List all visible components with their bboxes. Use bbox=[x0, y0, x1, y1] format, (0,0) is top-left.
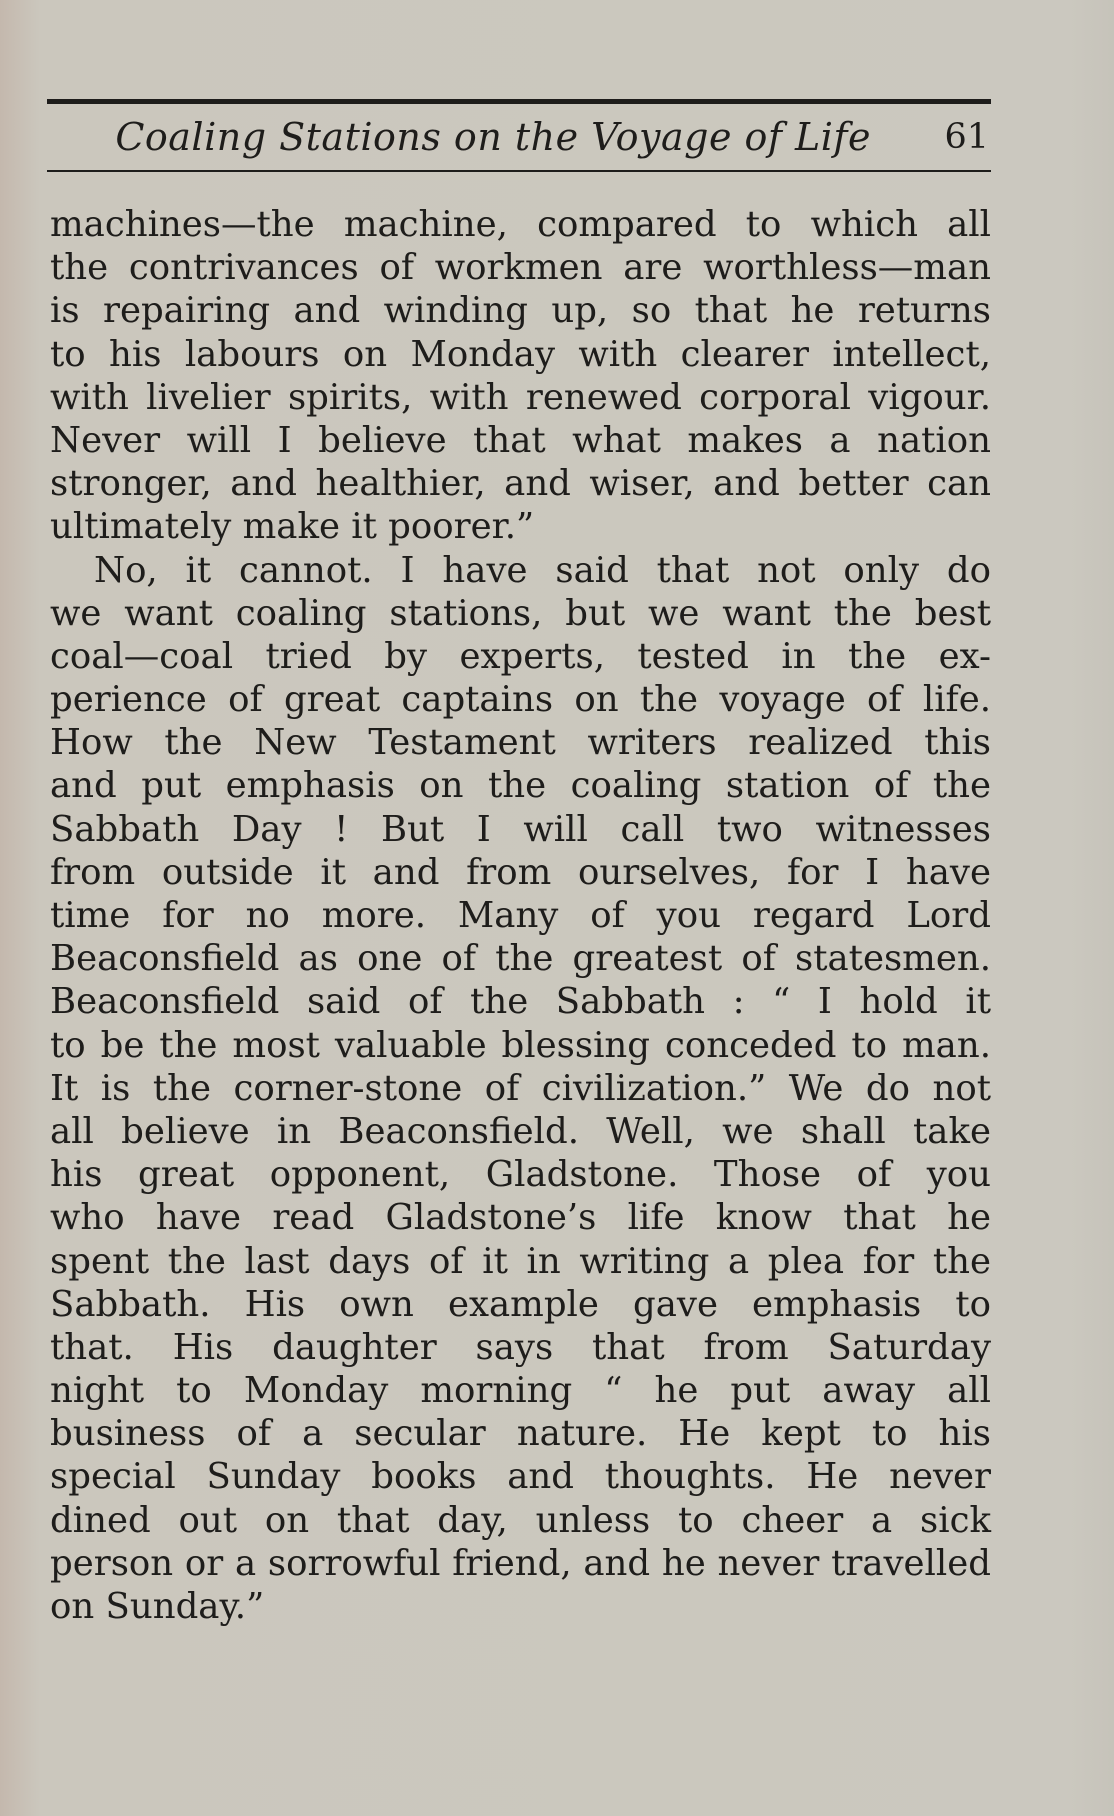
text-line: on Sunday.” bbox=[50, 1586, 265, 1627]
text-line: all believe in Beaconsfield. Well, we shall take bbox=[50, 1110, 991, 1152]
text-line: to be the most valuable blessing conceded to man. bbox=[50, 1024, 991, 1066]
running-title: Coaling Stations on the Voyage of Life bbox=[115, 115, 871, 159]
page-number: 61 bbox=[944, 117, 989, 157]
text-line: spent the last days of it in writing a plea for the bbox=[50, 1240, 991, 1282]
text-line: perience of great captains on the voyage of life. bbox=[50, 679, 991, 721]
text-line: Beaconsfield as one of the greatest of statesmen. bbox=[50, 938, 991, 980]
text-line: Never will I believe that what makes a nation bbox=[50, 419, 991, 461]
text-line: Beaconsfield said of the Sabbath : “ I hold it bbox=[50, 981, 991, 1023]
text-line: his great opponent, Gladstone. Those of you bbox=[50, 1154, 991, 1196]
text-line: person or a sorrowful friend, and he never travelled bbox=[50, 1542, 991, 1584]
text-line: business of a secular nature. He kept to his bbox=[50, 1413, 991, 1455]
text-line: is repairing and winding up, so that he returns bbox=[50, 290, 991, 332]
text-line: and put emphasis on the coaling station of the bbox=[50, 765, 991, 807]
text-line: machines—the machine, compared to which all bbox=[50, 204, 991, 245]
text-line: No, it cannot. I have said that not only do bbox=[94, 549, 991, 591]
text-line: How the New Testament writers realized this bbox=[50, 722, 991, 764]
text-line: Sabbath Day ! But I will call two witnesses bbox=[50, 808, 991, 850]
text-line: to his labours on Monday with clearer intellect, bbox=[50, 333, 991, 375]
text-line: ultimately make it poorer.” bbox=[50, 506, 535, 548]
body-text bbox=[50, 203, 991, 1628]
text-line: we want coaling stations, but we want the best bbox=[50, 592, 991, 634]
text-line: night to Monday morning “ he put away all bbox=[50, 1370, 991, 1412]
text-line: who have read Gladstone’s life know that he bbox=[50, 1197, 991, 1239]
text-line: time for no more. Many of you regard Lord bbox=[50, 895, 991, 936]
header-bottom-rule bbox=[47, 170, 991, 172]
header-top-rule bbox=[47, 99, 991, 104]
text-line: stronger, and healthier, and wiser, and better can bbox=[50, 463, 991, 505]
text-line: the contrivances of workmen are worthless—man bbox=[50, 247, 991, 289]
text-line: that. His daughter says that from Saturday bbox=[50, 1326, 991, 1368]
text-line: special Sunday books and thoughts. He never bbox=[50, 1456, 991, 1498]
text-line: dined out on that day, unless to cheer a sick bbox=[50, 1499, 991, 1541]
text-line: coal—coal tried by experts, tested in the ex- bbox=[50, 635, 991, 677]
text-line: Sabbath. His own example gave emphasis to bbox=[50, 1283, 991, 1325]
text-line: from outside it and from ourselves, for I have bbox=[50, 851, 991, 893]
text-line: It is the corner-stone of civilization.” We do not bbox=[50, 1067, 991, 1109]
text-line: with livelier spirits, with renewed corporal vigour. bbox=[50, 376, 991, 418]
running-head bbox=[47, 112, 991, 162]
